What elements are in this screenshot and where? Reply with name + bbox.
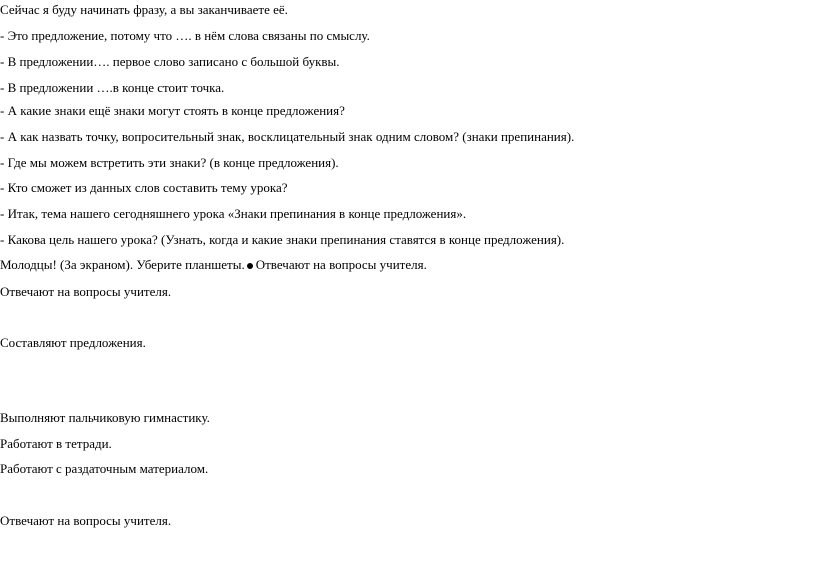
text-line: - Это предложение, потому что …. в нём слова связаны по смыслу. [0,28,370,43]
text-line: - В предложении ….в конце стоит точка. [0,80,225,95]
text-line: - А как назвать точку, вопросительный знак, восклицательный знак одним словом? (знаки препинания). [0,129,575,144]
text-line: - Где мы можем встретить эти знаки? (в конце предложения). [0,155,339,170]
text-line: - Какова цель нашего урока? (Узнать, когда и какие знаки препинания ставятся в конце предложения). [0,232,565,247]
response-line: Составляют предложения. [0,335,146,350]
text-line: Сейчас я буду начинать фразу, а вы заканчиваете её. [0,2,288,17]
response-line: Выполняют пальчиковую гимнастику. [0,410,210,425]
response-line: Работают в тетради. [0,436,112,451]
teacher-text: Молодцы! (За экраном). Уберите планшеты. [0,257,245,272]
response-line: Работают с раздаточным материалом. [0,461,209,476]
bullet-icon [247,263,253,269]
text-line: - Итак, тема нашего сегодняшнего урока «Знаки препинания в конце предложения». [0,206,467,221]
student-response: Отвечают на вопросы учителя. [255,257,427,272]
text-line: - В предложении…. первое слово записано с большой буквы. [0,54,340,69]
text-line: - А какие знаки ещё знаки могут стоять в конце предложения? [0,103,345,118]
response-line: Отвечают на вопросы учителя. [0,284,172,299]
text-line: - Кто сможет из данных слов составить тему урока? [0,180,288,195]
response-line: Отвечают на вопросы учителя. [0,513,172,528]
mixed-text-line [0,257,427,273]
